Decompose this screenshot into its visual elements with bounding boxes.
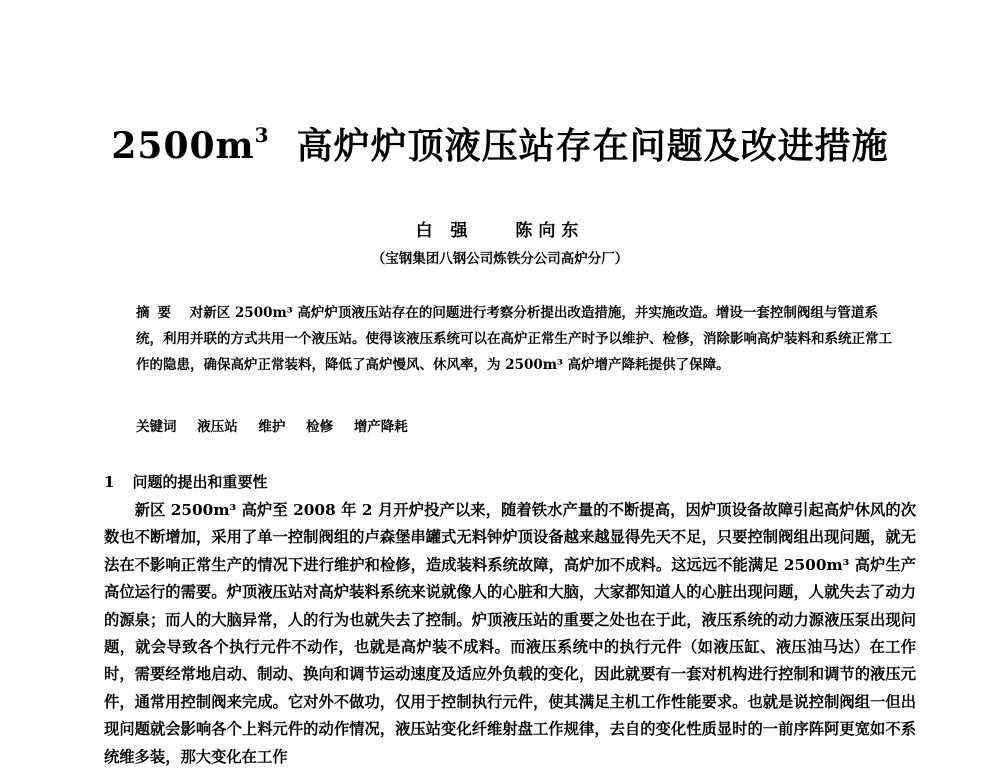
affiliation: （宝钢集团八钢公司炼铁分公司高炉分厂） [371, 251, 629, 267]
section-heading [104, 471, 267, 492]
title-text: 高炉炉顶液压站存在问题及改进措施 [296, 125, 889, 167]
keyword: 维护 [258, 419, 286, 435]
keyword: 检修 [306, 419, 334, 435]
keywords-label: 关键词 [136, 419, 177, 435]
author-name: 陈向东 [515, 221, 585, 241]
abstract [136, 300, 896, 378]
section-number: 1 [104, 473, 115, 491]
paper-title [0, 118, 1000, 169]
author-name: 白 强 [415, 221, 474, 241]
author-list [0, 216, 1000, 241]
keyword: 增产降耗 [353, 419, 408, 435]
title-prefix: 2500m [111, 125, 255, 167]
body-paragraph: 新区 2500m³ 高炉至 2008 年 2 月开炉投产以来，随着铁水产量的不断提高，因炉顶设备故障引起高炉休风的次数也不断增加，采用了单一控制阀组的卢森堡串罐式无料钟炉顶设备越来越显得先天不足，只要控制阀组出现问题，就无法在不影响正常生产的情况下进行维护和检修，造成装料系统故障，高炉加不成料。这远远不能满足 2500m³ 高炉生产高位运行的需要。炉顶液压站对高炉装料系统来说就像人的心脏和大脑，大家都知道人的心脏出现问题，人就失去了动力的源泉；而人的大脑异常，人的行为也就失去了控制。炉顶液压站的重要之处也在于此，液压系统的动力源液压泵出现问题，就会导致各个执行元件不动作，也就是高炉装不成料。而液压系统中的执行元件（如液压缸、液压油马达）在工作时，需要经常地启动、制动、换向和调节运动速度及适应外负载的变化，因此就要有一套对机构进行控制和调节的液压元件，通常用控制阀来完成。它对外不做功，仅用于控制执行元件，使其满足主机工作性能要求。也就是说控制阀组一但出现问题就会影响各个上料元件的动作情况，液压站变化纤维射盘工作规律，去自的变化性质显时的一前序阵阿更宽如不系统维多装，那大变化在工作 [104, 501, 916, 766]
keywords [136, 415, 896, 435]
abstract-label: 摘要 [136, 305, 179, 321]
title-superscript: 3 [254, 123, 270, 147]
keyword: 液压站 [197, 419, 238, 435]
section-title: 问题的提出和重要性 [132, 473, 268, 491]
abstract-text: 对新区 2500m³ 高炉炉顶液压站存在的问题进行考察分析提出改造措施，并实施改造。增设一套控制阀组与管道系统，利用并联的方式共用一个液压站。使得该液压系统可以在高炉正常生产时予以维护、检修，消除影响高炉装料和系统正常工作的隐患，确保高炉正常装料，降低了高炉慢风、休风率，为 2500m³ 高炉增产降耗提供了保障。 [136, 305, 892, 373]
